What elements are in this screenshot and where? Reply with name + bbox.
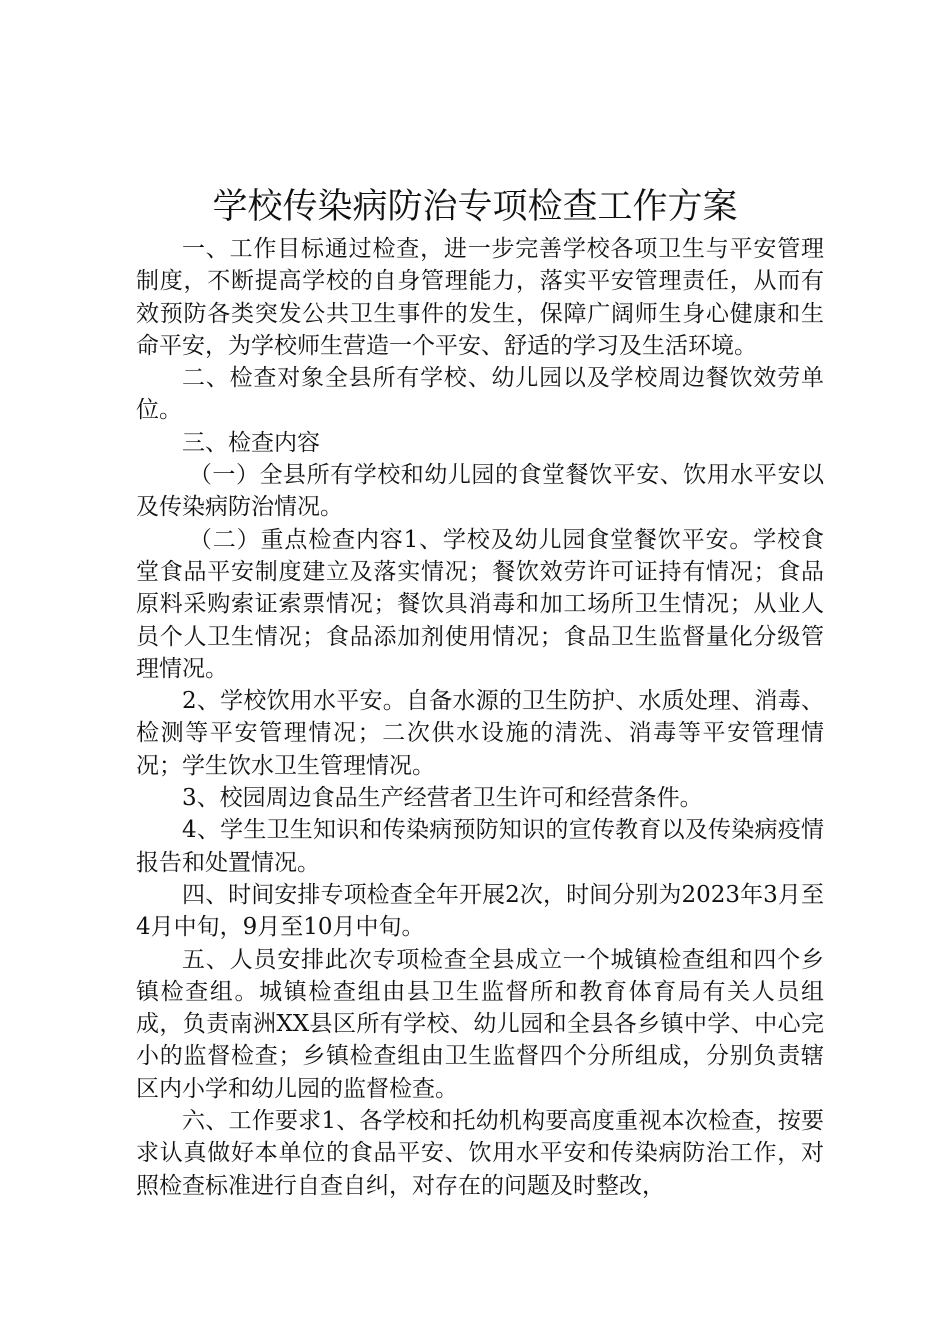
document-title: 学校传染病防治专项检查工作方案	[212, 187, 738, 227]
document-body	[136, 233, 824, 1202]
paragraph-health-education: 4、学生卫生知识和传染病预防知识的宣传教育以及传染病疫情报告和处置情况。	[136, 817, 824, 876]
paragraph-inspection-targets: 二、检查对象全县所有学校、幼儿园以及学校周边餐饮效劳单位。	[136, 365, 824, 424]
paragraph-work-requirements: 六、工作要求1、各学校和托幼机构要高度重视本次检查，按要求认真做好本单位的食品平安、饮用水平安和传染病防治工作，对照检查标准进行自查自纠，对存在的问题及时整改，	[136, 1108, 824, 1199]
paragraph-content-item-1: （一）全县所有学校和幼儿园的食堂餐饮平安、饮用水平安以及传染病防治情况。	[136, 462, 824, 521]
paragraph-staffing: 五、人员安排此次专项检查全县成立一个城镇检查组和四个乡镇检查组。城镇检查组由县卫生监督所和教育体育局有关人员组成，负责南洲XX县区所有学校、幼儿园和全县各乡镇中学、中心完小的监督检查；乡镇检查组由卫生监督四个分所组成，分别负责辖区内小学和幼儿园的监督检查。	[136, 946, 824, 1102]
paragraph-food-vendors: 3、校园周边食品生产经营者卫生许可和经营条件。	[182, 785, 703, 812]
paragraph-content-item-2: （二）重点检查内容1、学校及幼儿园食堂餐饮平安。学校食堂食品平安制度建立及落实情况；餐饮效劳许可证持有情况；食品原料采购索证索票情况；餐饮具消毒和加工场所卫生情况；从业人员个人卫生情况；食品添加剂使用情况；食品卫生监督量化分级管理情况。	[136, 526, 824, 682]
paragraph-schedule: 四、时间安排专项检查全年开展2次，时间分别为2023年3月至4月中旬，9月至10月中旬。	[136, 881, 824, 941]
paragraph-work-goal: 一、工作目标通过检查，进一步完善学校各项卫生与平安管理制度，不断提高学校的自身管理能力，落实平安管理责任，从而有效预防各类突发公共卫生事件的发生，保障广阔师生身心健康和生命平安，为学校师生营造一个平安、舒适的学习及生活环境。	[136, 236, 824, 359]
paragraph-inspection-content-heading: 三、检查内容	[182, 429, 320, 456]
paragraph-drinking-water: 2、学校饮用水平安。自备水源的卫生防护、水质处理、消毒、检测等平安管理情况；二次供水设施的清洗、消毒等平安管理情况；学生饮水卫生管理情况。	[136, 688, 824, 779]
